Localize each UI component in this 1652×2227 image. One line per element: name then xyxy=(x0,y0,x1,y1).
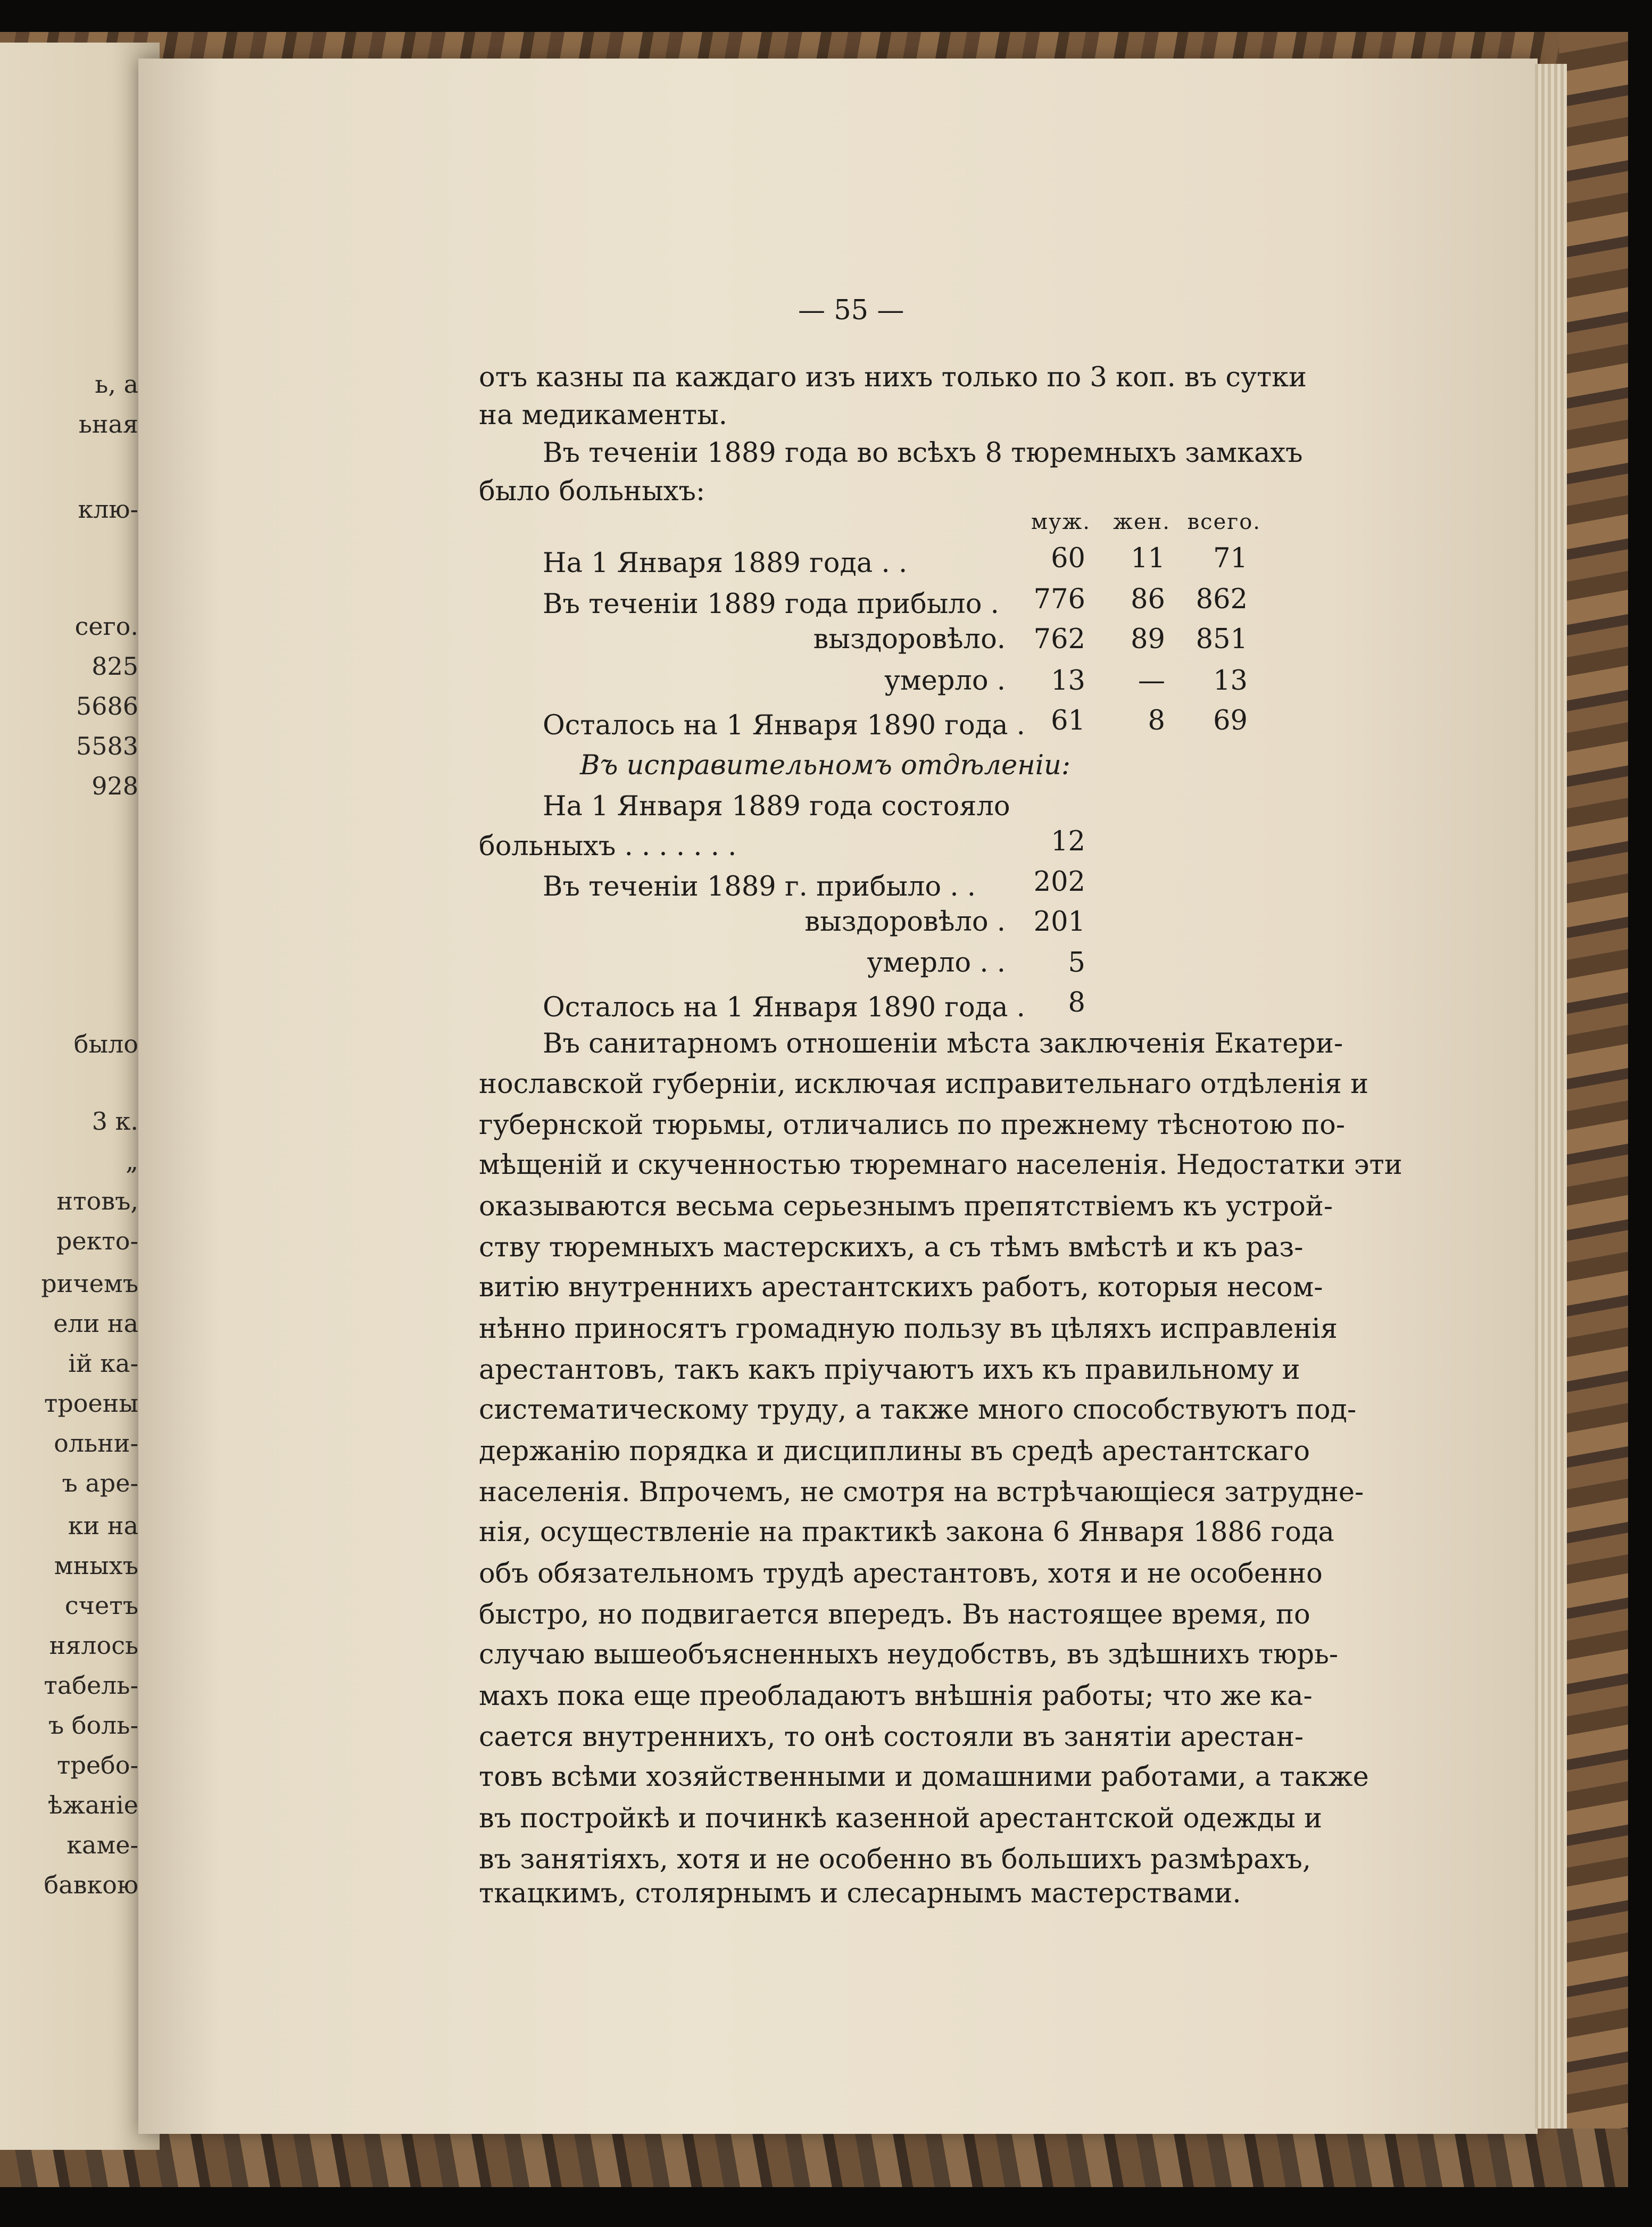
table-cell: 862 xyxy=(1196,584,1248,615)
table-cell: 13 xyxy=(1051,665,1085,697)
table-row-label: выздоровѣло. xyxy=(813,624,1006,655)
body-line: держанію порядка и дисциплины въ средѣ арестантскаго xyxy=(479,1436,1310,1467)
body-line: арестантовъ, такъ какъ пріучаютъ ихъ къ правильному и xyxy=(479,1354,1300,1386)
left-page-fragment: 5686 xyxy=(76,692,138,721)
left-page xyxy=(0,43,160,2150)
left-page-fragment: мныхъ xyxy=(54,1551,138,1580)
left-page-fragment: 928 xyxy=(92,772,138,800)
body-line: объ обязательномъ трудѣ арестантовъ, хотя и не особенно xyxy=(479,1558,1323,1589)
table-cell: 60 xyxy=(1051,543,1085,574)
table-cell: 8 xyxy=(1148,705,1165,736)
paragraph-line: было больныхъ: xyxy=(479,476,705,507)
section-title: Въ исправительномъ отдѣленіи: xyxy=(580,750,1071,781)
left-page-fragment: ели на xyxy=(53,1309,138,1338)
left-page-fragment: „ xyxy=(126,1147,138,1175)
table-cell: 776 xyxy=(1033,584,1085,615)
left-page-fragment: ъ боль- xyxy=(48,1711,138,1740)
table-row-label: Осталось на 1 Января 1890 года . xyxy=(543,710,1025,741)
left-page-fragment: ки на xyxy=(68,1511,138,1540)
left-page-fragment: требо- xyxy=(56,1751,138,1779)
table-row-label: На 1 Января 1889 года состояло xyxy=(543,791,1010,822)
body-line: витію внутреннихъ арестантскихъ работъ, которыя несом- xyxy=(479,1272,1323,1303)
table-cell: 12 xyxy=(1051,826,1085,857)
table-cell: 201 xyxy=(1033,906,1085,938)
table-row-label: умерло . xyxy=(884,665,1006,697)
body-line: въ занятіяхъ, хотя и не особенно въ большихъ размѣрахъ, xyxy=(479,1844,1311,1875)
body-line: Въ санитарномъ отношеніи мѣста заключенія Екатери- xyxy=(543,1028,1343,1059)
page-edge xyxy=(1535,64,1567,2129)
body-line: случаю вышеобъясненныхъ неудобствъ, въ здѣшнихъ тюрь- xyxy=(479,1639,1339,1670)
table-row-label: Осталось на 1 Января 1890 года . xyxy=(543,992,1025,1023)
book-binding-bottom xyxy=(0,2129,1628,2187)
body-line: населенія. Впрочемъ, не смотря на встрѣчающіеся затрудне- xyxy=(479,1477,1364,1508)
left-page-fragment: 825 xyxy=(92,652,138,681)
table-cell: 69 xyxy=(1213,705,1248,736)
left-page-fragment: ольни- xyxy=(54,1429,138,1458)
body-line: ткацкимъ, столярнымъ и слесарнымъ мастерствами. xyxy=(479,1878,1241,1909)
left-page-fragment: ьная xyxy=(78,410,138,438)
table-cell: 762 xyxy=(1033,624,1085,655)
table-cell: 851 xyxy=(1196,624,1248,655)
table-cell: 13 xyxy=(1213,665,1248,697)
left-page-fragment: было xyxy=(73,1030,138,1058)
body-line: махъ пока еще преобладаютъ внѣшнія работы; что же ка- xyxy=(479,1680,1313,1712)
body-line: нославской губерніи, исключая исправительнаго отдѣленія и xyxy=(479,1069,1369,1100)
table-header: муж. xyxy=(1031,510,1091,534)
table-row-label: Въ теченіи 1889 года прибыло . xyxy=(543,589,999,620)
table-cell: 61 xyxy=(1051,705,1085,736)
body-line: оказываются весьма серьезнымъ препятствіемъ къ устрой- xyxy=(479,1191,1333,1222)
paragraph-line: Въ теченіи 1889 года во всѣхъ 8 тюремныхъ замкахъ xyxy=(543,437,1303,469)
table-cell: 71 xyxy=(1213,543,1248,574)
table-header: всего. xyxy=(1187,510,1261,534)
table-cell: 202 xyxy=(1033,866,1085,898)
left-page-fragment: счетъ xyxy=(64,1591,138,1620)
body-line: въ постройкѣ и починкѣ казенной арестантской одежды и xyxy=(479,1803,1323,1834)
left-page-fragment: ъ аре- xyxy=(62,1469,138,1497)
left-page-fragment: ь, а xyxy=(95,370,138,399)
body-line: быстро, но подвигается впередъ. Въ настоящее время, по xyxy=(479,1599,1310,1630)
table-header: жен. xyxy=(1113,510,1170,534)
left-page-fragment: клю- xyxy=(78,495,138,524)
body-line: мѣщеній и скученностью тюремнаго населенія. Недостатки эти xyxy=(479,1149,1402,1181)
intro-line: на медикаменты. xyxy=(479,400,727,431)
left-page-fragment: ій ка- xyxy=(68,1349,138,1378)
table-cell: 11 xyxy=(1131,543,1165,574)
body-line: товъ всѣми хозяйственными и домашними работами, а также xyxy=(479,1761,1369,1793)
left-page-fragment: ѣжаніе xyxy=(47,1791,138,1819)
body-line: нія, осуществленіе на практикѣ закона 6 Января 1886 года xyxy=(479,1517,1334,1548)
table-row-label: больныхъ . . . . . . . xyxy=(479,831,737,862)
left-page-fragment: ректо- xyxy=(56,1227,138,1255)
table-row-label: На 1 Января 1889 года . . xyxy=(543,548,908,579)
body-line: ству тюремныхъ мастерскихъ, а съ тѣмъ вмѣстѣ и къ раз- xyxy=(479,1232,1304,1263)
table-cell: 86 xyxy=(1131,584,1165,615)
body-line: нѣнно приносятъ громадную пользу въ цѣляхъ исправленія xyxy=(479,1313,1338,1345)
table-cell: 89 xyxy=(1131,624,1165,655)
table-cell: — xyxy=(1138,665,1165,697)
body-line: систематическому труду, а также много способствуютъ под- xyxy=(479,1394,1357,1426)
left-page-fragment: нтовъ, xyxy=(56,1187,138,1215)
left-page-fragment: нялось xyxy=(49,1631,138,1660)
intro-line: отъ казны па каждаго изъ нихъ только по 3 коп. въ сутки xyxy=(479,362,1307,393)
table-row-label: выздоровѣло . xyxy=(804,906,1006,938)
left-page-fragment: 5583 xyxy=(76,732,138,760)
left-page-fragment: каме- xyxy=(67,1831,138,1859)
left-page-fragment: ричемъ xyxy=(41,1269,138,1298)
table-row-label: умерло . . xyxy=(867,947,1006,979)
table-cell: 8 xyxy=(1068,987,1085,1019)
table-cell: 5 xyxy=(1068,947,1085,979)
table-row-label: Въ теченіи 1889 г. прибыло . . xyxy=(543,871,976,903)
left-page-fragment: табель- xyxy=(44,1671,138,1700)
left-page-fragment: бавкою xyxy=(44,1870,138,1899)
body-line: губернской тюрьмы, отличались по прежнему тѣснотою по- xyxy=(479,1110,1346,1141)
book-binding-right xyxy=(1559,32,1628,2187)
page-number: — 55 — xyxy=(798,295,904,326)
left-page-fragment: троены xyxy=(44,1389,138,1418)
body-line: сается внутреннихъ, то онѣ состояли въ занятіи арестан- xyxy=(479,1721,1304,1753)
left-page-fragment: сего. xyxy=(74,612,138,641)
left-page-fragment: 3 к. xyxy=(92,1107,138,1136)
